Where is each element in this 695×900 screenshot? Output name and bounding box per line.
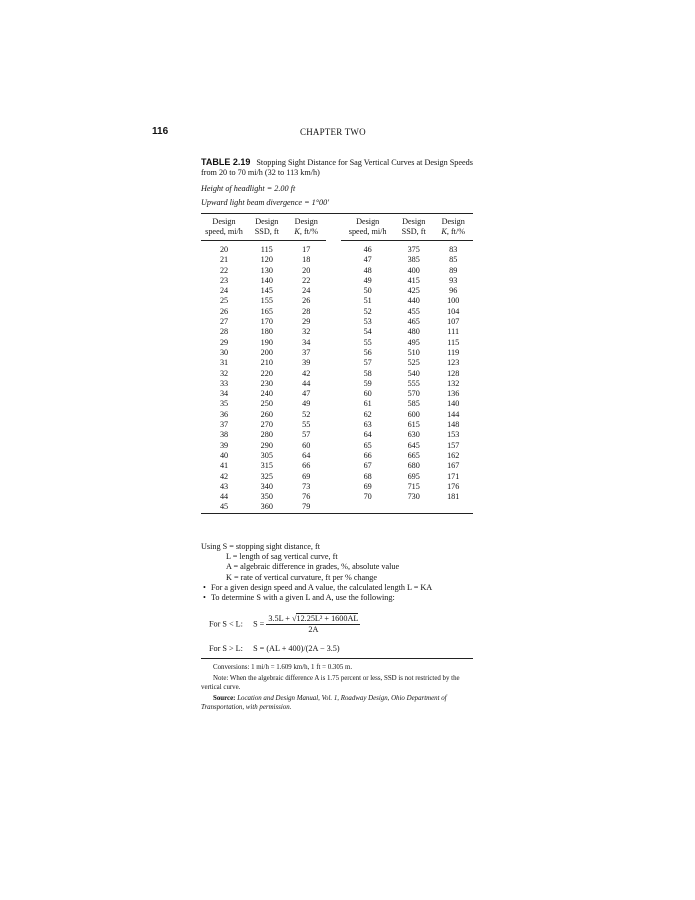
table-row [201,399,473,409]
table-cell: 93 [449,275,458,285]
table-cell: 665 [407,450,420,460]
table-cell: 50 [363,286,372,296]
table-row [201,502,473,512]
table-cell: 200 [260,347,273,357]
table-cell: 24 [302,286,311,296]
col-header: Design [402,217,426,226]
table-row [201,451,473,461]
table-row [201,358,473,368]
table-cell: 62 [363,409,372,419]
table-cell: 715 [407,481,420,491]
table-cell: 315 [260,461,273,471]
col-header: K, ft/% [433,227,473,241]
table-cell: 79 [302,502,311,512]
table-cell: 111 [447,327,460,337]
table-cell: 26 [219,306,229,316]
table-row [201,348,473,358]
table-cell: 59 [363,378,372,388]
table-cell: 37 [219,420,229,430]
table-cell: 120 [260,255,273,265]
col-header: Design [212,217,236,226]
table-cell: 63 [363,420,372,430]
table-row [201,255,473,265]
table-cell: 22 [302,275,311,285]
table-cell: 33 [219,378,229,388]
table-label: TABLE 2.19 [201,157,251,167]
table-cell: 30 [219,347,229,357]
table-row [201,472,473,482]
table-cell: 100 [447,296,460,306]
table-cell: 70 [363,492,372,502]
table-cell: 104 [447,306,460,316]
table-cell: 35 [219,399,229,409]
table-cell: 65 [363,440,372,450]
table-cell: 162 [447,450,460,460]
table-cell: 350 [260,492,273,502]
table-title: Stopping Sight Distance for Sag Vertical Curves at Design Speeds from 20 to 70 mi/h (32 to 113 km/h) [201,158,473,177]
table-cell: 630 [407,430,420,440]
table-cell: 68 [363,471,372,481]
table-cell: 123 [447,358,460,368]
equation-notes [201,542,481,603]
col-header: SSD, ft [247,227,286,241]
table-row [201,369,473,379]
table-cell: 181 [447,492,460,502]
formula-s-greater-l [209,644,340,653]
table-block [201,157,473,514]
table-cell: 42 [219,471,229,481]
table-cell: 140 [260,275,273,285]
table-cell: 176 [447,481,460,491]
page-number: 116 [152,126,169,137]
table-cell: 525 [407,358,420,368]
table-cell: 171 [447,471,460,481]
table-cell: 49 [302,399,311,409]
table-row [201,241,473,256]
table-cell [433,502,473,512]
table-cell: 280 [260,430,273,440]
table-row [201,296,473,306]
table-cell: 28 [302,306,311,316]
table-row [201,317,473,327]
formula-fraction [266,614,360,635]
table-cell: 730 [407,492,420,502]
col-header: Design [255,217,279,226]
table-cell [341,502,394,512]
table-body [201,241,473,513]
table-row [201,327,473,337]
table-cell: 25 [219,296,229,306]
table-cell: 69 [302,471,311,481]
table-cell: 39 [219,440,229,450]
table-cell: 64 [363,430,372,440]
table-cell: 107 [447,317,460,327]
table-cell: 44 [302,378,311,388]
note-def: A = algebraic difference in grades, %, absolute value [226,562,400,572]
table-cell: 22 [219,265,229,275]
table-cell: 20 [302,265,311,275]
table-cell: 17 [302,245,311,254]
table-cell: 170 [260,317,273,327]
table-cell: 455 [407,306,420,316]
table-cell: 56 [363,347,372,357]
col-header: K, ft/% [287,227,326,241]
source-citation: Source: Location and Design Manual, Vol. 1, Roadway Design, Ohio Department of Transportation, with permission. [201,695,447,711]
source-block [201,658,473,714]
formula-condition: For S > L: [209,644,243,653]
formula-lhs: S = [253,619,265,629]
table-cell: 73 [302,481,311,491]
formula-numerator: 3.5L + √12.25L² + 1600AL [268,614,359,623]
table-cell: 44 [219,492,229,502]
table-cell: 66 [363,450,372,460]
table-cell: 57 [302,430,311,440]
table-cell: 148 [447,420,460,430]
table-cell: 34 [302,337,311,347]
table-cell: 180 [260,327,273,337]
table-cell: 140 [447,399,460,409]
table-cell: 130 [260,265,273,275]
note-def: K = rate of vertical curvature, ft per % change [226,572,378,582]
table-cell: 31 [219,358,229,368]
table-row [201,492,473,502]
formula-expression: S = (AL + 400)/(2A − 3.5) [253,644,340,653]
table-cell: 400 [407,265,420,275]
table-cell: 51 [363,296,372,306]
table-cell: 270 [260,420,273,430]
col-header: speed, mi/h [341,227,394,241]
table-bottom-rule [201,513,473,514]
table-cell: 67 [363,461,372,471]
table-cell: 240 [260,389,273,399]
table-cell: 69 [363,481,372,491]
formula-condition: For S < L: [209,619,243,629]
table-cell: 46 [363,245,372,254]
table-cell: 66 [302,461,311,471]
table-cell: 145 [260,286,273,296]
table-cell: 128 [447,368,460,378]
table-cell: 190 [260,337,273,347]
table-cell: 39 [302,358,311,368]
table-cell: 36 [219,409,229,419]
table-cell: 119 [447,347,460,357]
table-cell: 570 [407,389,420,399]
table-cell: 43 [219,481,229,491]
table-cell: 20 [219,245,229,254]
table-cell: 34 [219,389,229,399]
table-cell: 89 [449,265,458,275]
table-cell: 45 [219,502,229,512]
table-cell: 340 [260,481,273,491]
source-rule [201,658,473,659]
table-cell: 132 [447,378,460,388]
note-text: Note: When the algebraic difference A is 1.75 percent or less, SSD is not restricted by the vertical curve. [201,675,460,691]
table-cell: 38 [219,430,229,440]
table-cell: 136 [447,389,460,399]
table-cell: 290 [260,440,273,450]
table-cell: 480 [407,327,420,337]
table-cell: 153 [447,430,460,440]
table-row [201,441,473,451]
table-cell: 76 [302,492,311,502]
table-cell: 29 [219,337,229,347]
table-cell: 57 [363,358,372,368]
table-top-rule [201,213,473,214]
table-cell: 83 [449,245,458,254]
bullet-icon: • [203,582,206,592]
table-cell: 144 [447,409,460,419]
table-cell: 32 [219,368,229,378]
table-cell: 21 [219,255,229,265]
table-cell: 540 [407,368,420,378]
table-cell: 64 [302,450,311,460]
note-using: Using S = stopping sight distance, ft [201,542,321,551]
param-headlight: Height of headlight = 2.00 ft [201,184,296,193]
table-cell: 23 [219,275,229,285]
table-cell: 52 [363,306,372,316]
table-row [201,410,473,420]
table-cell: 42 [302,368,311,378]
table-cell: 96 [449,286,458,296]
table-cell: 167 [447,461,460,471]
table-cell: 60 [363,389,372,399]
note-bullet: • To determine S with a given L and A, use the following: [203,593,395,603]
table-cell: 32 [302,327,311,337]
table-cell: 415 [407,275,420,285]
table-cell: 157 [447,440,460,450]
table-row [201,482,473,492]
table-cell: 54 [363,327,372,337]
table-cell: 230 [260,378,273,388]
table-cell: 48 [363,265,372,275]
table-cell: 260 [260,409,273,419]
table-cell: 600 [407,409,420,419]
table-cell: 47 [363,255,372,265]
param-divergence: Upward light beam divergence = 1°00′ [201,198,329,207]
running-head: CHAPTER TWO [300,127,366,137]
table-cell: 24 [219,286,229,296]
table-cell: 510 [407,347,420,357]
note-def: L = length of sag vertical curve, ft [226,552,338,562]
table-cell: 52 [302,409,311,419]
table-cell: 41 [219,461,229,471]
table-cell: 155 [260,296,273,306]
table-cell: 49 [363,275,372,285]
col-header: Design [441,217,465,226]
table-row [201,389,473,399]
table-cell: 55 [363,337,372,347]
table-cell: 440 [407,296,420,306]
table-cell: 29 [302,317,311,327]
ssd-table [201,217,473,513]
conversions-note: Conversions: 1 mi/h = 1.609 km/h, 1 ft = 0.305 m. [213,664,353,671]
table-cell: 360 [260,502,273,512]
table-cell: 61 [363,399,372,409]
table-cell: 37 [302,347,311,357]
table-cell: 680 [407,461,420,471]
table-cell [394,502,433,512]
table-cell: 28 [219,327,229,337]
table-cell: 58 [363,368,372,378]
table-row [201,461,473,471]
col-header: speed, mi/h [201,227,247,241]
formula-denominator: 2A [266,624,360,635]
table-cell: 220 [260,368,273,378]
table-row [201,307,473,317]
table-cell: 115 [260,245,273,254]
table-cell: 645 [407,440,420,450]
table-row [201,420,473,430]
formula-s-less-l [209,614,360,635]
table-cell: 53 [363,317,372,327]
table-cell: 60 [302,440,311,450]
table-cell: 18 [302,255,311,265]
col-header: SSD, ft [394,227,433,241]
table-cell: 55 [302,420,311,430]
table-cell: 165 [260,306,273,316]
table-cell: 27 [219,317,229,327]
note-bullet: • For a given design speed and A value, the calculated length L = KA [203,582,433,592]
table-caption [201,157,473,178]
table-row [201,276,473,286]
table-cell: 325 [260,471,273,481]
table-cell: 375 [407,245,420,254]
table-cell: 615 [407,420,420,430]
table-cell: 305 [260,450,273,460]
table-row [201,379,473,389]
table-cell: 695 [407,471,420,481]
table-cell: 26 [302,296,311,306]
table-row [201,286,473,296]
table-cell: 47 [302,389,311,399]
bullet-icon: • [203,593,206,603]
table-cell: 250 [260,399,273,409]
table-cell: 210 [260,358,273,368]
table-cell: 495 [407,337,420,347]
table-cell: 465 [407,317,420,327]
table-row [201,430,473,440]
table-cell: 40 [219,450,229,460]
table-cell: 385 [407,255,420,265]
table-cell: 115 [447,337,460,347]
table-cell: 585 [407,399,420,409]
table-row [201,338,473,348]
table-cell: 85 [449,255,458,265]
table-cell: 555 [407,378,420,388]
table-row [201,266,473,276]
col-header: Design [294,217,318,226]
table-cell: 425 [407,286,420,296]
col-header: Design [356,217,380,226]
